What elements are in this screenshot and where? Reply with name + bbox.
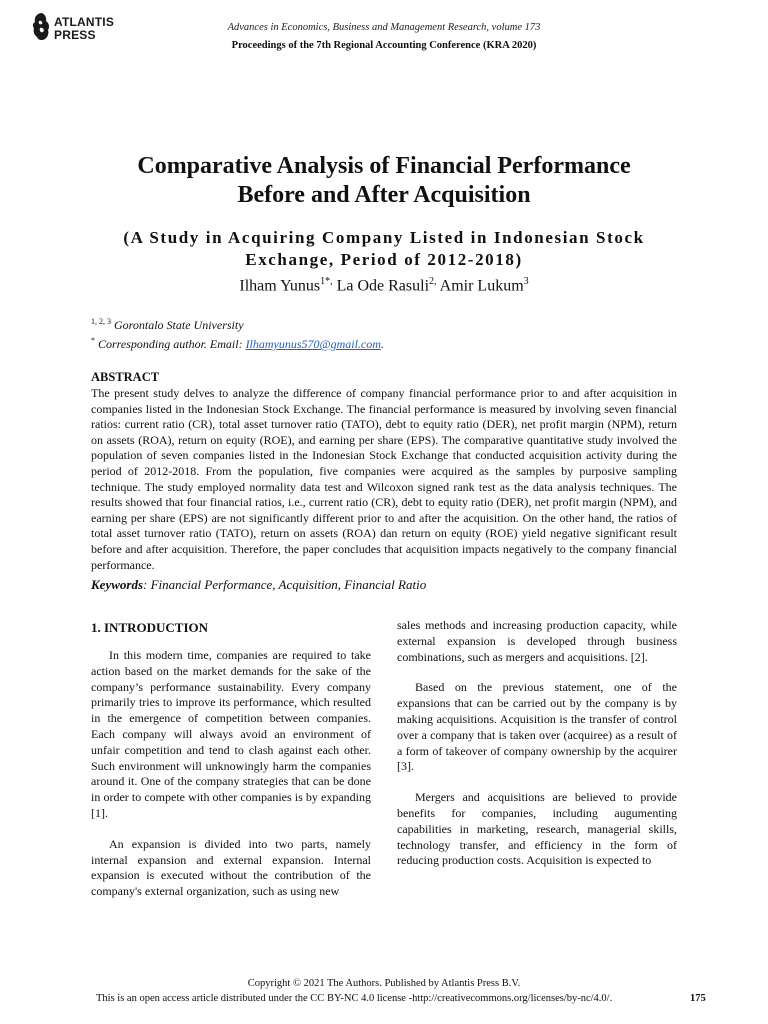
proceedings-header: Proceedings of the 7th Regional Accounting Conference (KRA 2020) xyxy=(231,40,537,51)
license-notice: This is an open access article distributed under the CC BY-NC 4.0 license -http://creativecommons.org/licenses/by-nc/4.0/. xyxy=(96,993,613,1004)
email-link[interactable]: Ilhamyunus570@gmail.com xyxy=(245,337,381,351)
corresponding-label: Corresponding author. Email: xyxy=(98,337,246,351)
author-name: La Ode Rasuli xyxy=(336,277,430,295)
affiliation-line xyxy=(91,314,384,333)
subtitle-line-1: (A Study in Acquiring Company Listed in Indonesian Stock xyxy=(123,228,645,247)
author-sup: 2, xyxy=(429,276,437,287)
abstract-heading: ABSTRACT xyxy=(91,370,160,384)
corresponding-line xyxy=(91,333,384,352)
keywords-text: : Financial Performance, Acquisition, Financial Ratio xyxy=(143,577,427,592)
author-name: Amir Lukum xyxy=(439,277,524,295)
paper-title xyxy=(60,152,708,210)
paper-subtitle xyxy=(60,227,708,271)
author-list xyxy=(0,276,768,295)
subtitle-line-2: Exchange, Period of 2012-2018) xyxy=(245,250,523,269)
paragraph: In this modern time, companies are required to take action based on the market demands for the sake of the company’s performance sustainability. Every company primarily tries to improve its performance, which resulted in the emergence of competition between companies. Each company will always avoid an environment of unfair competition and tend to clash against each other. Such environment will unknowingly harm the companies around it. One of the company strategies that can be done in order to compete with other companies is by expanding [1]. xyxy=(91,648,371,820)
section-heading-introduction: 1. INTRODUCTION xyxy=(91,620,209,635)
page-number: 175 xyxy=(690,993,706,1004)
paragraph-continued: sales methods and increasing production capacity, while external expansion is developed through business combinations, such as mergers and acquisitions. [2]. xyxy=(397,618,677,664)
keywords-label: Keywords xyxy=(91,577,143,592)
left-column xyxy=(91,648,371,915)
keywords xyxy=(91,577,426,593)
paragraph: Mergers and acquisitions are believed to provide benefits for companies, including augumenting capabilities in marketing, research, managerial skills, technology transfer, and efficiency in the form of reducing production costs. Acquisition is expected to xyxy=(397,790,677,868)
abstract-text: The present study delves to analyze the difference of company financial performance prior to and after acquisition in companies listed in the Indonesian Stock Exchange. The financial performance is measured by involving seven financial ratios: current ratio (CR), total asset turnover ratio (TATO), debt to equity ratio (DER), net profit margin (NPM), return on assets (ROA), return on equity (ROE), and earning per share (EPS). The comparative quantitative study involved the population of seven companies listed in the Indonesian Stock Exchange that conducted acquisition activity during the period of 2012-2018. From the population, five companies were acquired as the samples by purposive sampling technique. The study employed normality data test and Wilcoxon signed rank test as the data analysis techniques. The results showed that four financial ratios, i.e., current ratio (CR), debt to equity ratio (DER), net profit margin (NPM), and earning per share (EPS) are not significantly different prior to and after the acquisition. On the other hand, the ratios of total asset turnover ratio (TATO), return on assets (ROA) dan return on equity (ROE) yield negative significant result before and after acquisition. Therefore, the paper concludes that acquisition impacts negatively to the company financial performance. xyxy=(91,386,677,572)
copyright-notice: Copyright © 2021 The Authors. Published by Atlantis Press B.V. xyxy=(247,978,521,989)
affiliations xyxy=(91,314,384,352)
title-line-1: Comparative Analysis of Financial Performance xyxy=(137,153,631,179)
paragraph: An expansion is divided into two parts, namely internal expansion and external expansion. Internal expansion is executed without the contribution of the company's external organization, such as using new xyxy=(91,836,371,899)
author-sup: 3 xyxy=(523,276,529,287)
affiliation-sup: 1, 2, 3 xyxy=(91,317,111,326)
corresponding-sup: * xyxy=(91,336,95,345)
logo-text-atlantis: ATLANTIS xyxy=(54,15,115,29)
title-line-2: Before and After Acquisition xyxy=(237,182,531,208)
author-sup: 1*, xyxy=(320,276,333,287)
logo-text-press: PRESS xyxy=(54,28,96,42)
right-column xyxy=(397,618,677,884)
author-name: Ilham Yunus xyxy=(239,277,321,295)
affiliation-name: Gorontalo State University xyxy=(114,318,244,332)
email-end: . xyxy=(380,337,384,351)
series-header: Advances in Economics, Business and Management Research, volume 173 xyxy=(227,22,541,33)
paragraph: Based on the previous statement, one of the expansions that can be carried out by the company is by making acquisitions. Acquisition is the transfer of control over a company that is taken over (acquiree) as a result of a form of takeover of company ownership by the acquirer [3]. xyxy=(397,680,677,774)
